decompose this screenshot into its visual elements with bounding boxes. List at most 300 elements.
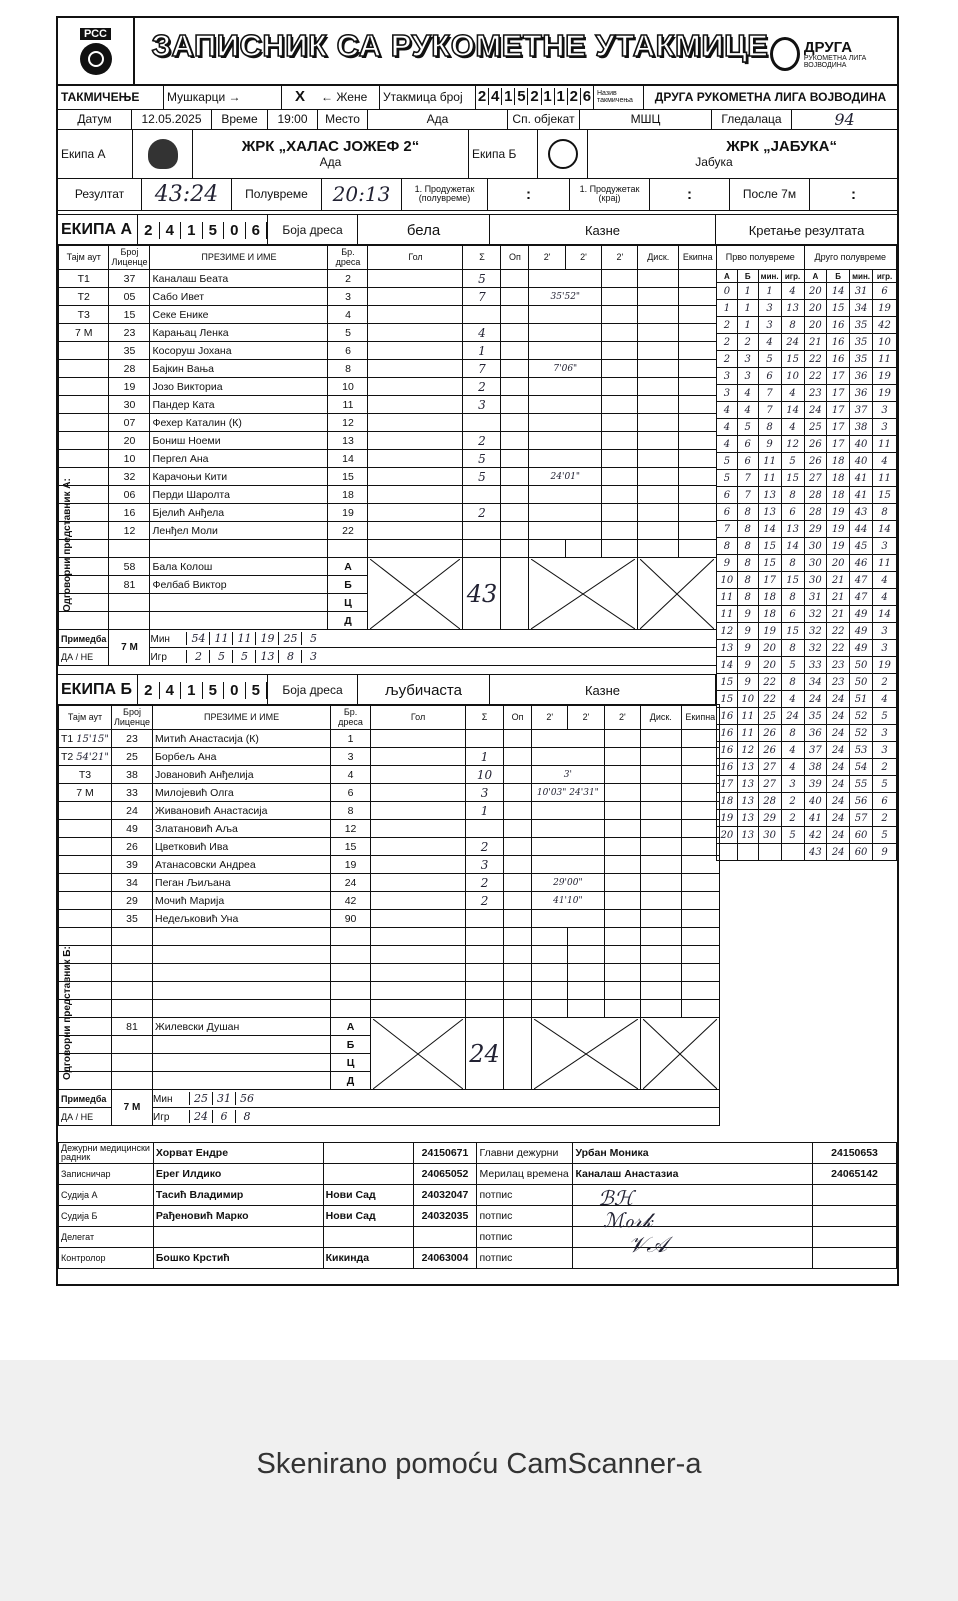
score-cell: 41 xyxy=(850,470,873,487)
score-cell: 6 xyxy=(737,436,758,453)
score-cell: 38 xyxy=(804,759,827,776)
score-row xyxy=(717,300,897,317)
empty-cell xyxy=(568,1000,604,1018)
goal-sum-cell xyxy=(466,910,504,928)
col-header-sum: Σ xyxy=(466,705,504,730)
goal-sum-cell: 7 xyxy=(463,288,501,306)
suspension-cell xyxy=(529,306,602,324)
jersey-number-cell: 14 xyxy=(328,450,368,468)
player-name-cell: Фехер Каталин (К) xyxy=(150,414,328,432)
col-header-op: Оп xyxy=(504,705,532,730)
official-letter-cell: А xyxy=(331,1018,371,1036)
score-cell: 38 xyxy=(850,419,873,436)
after7m-value: : xyxy=(851,185,856,203)
official-license: 24032047 xyxy=(413,1185,477,1206)
score-row xyxy=(717,334,897,351)
seven-meter-igr: 24 xyxy=(189,1110,212,1123)
player-name-cell: Јозо Викториа xyxy=(150,378,328,396)
warning-cell xyxy=(501,504,529,522)
goal-tally-cell xyxy=(368,486,463,504)
team-penalty-cell xyxy=(681,820,720,838)
seven-meter-min-cells: Мин 25 31 56 xyxy=(153,1090,720,1108)
venue-value: МШЦ xyxy=(580,109,712,129)
score-cell: 19 xyxy=(827,538,850,555)
score-cell: 47 xyxy=(850,589,873,606)
empty-cell xyxy=(641,928,682,946)
seven-meter-igr: 6 xyxy=(212,1110,235,1123)
suspension-cell: 10'03" 24'31" xyxy=(532,784,605,802)
license-cell: 06 xyxy=(109,486,150,504)
crossed-disq-box xyxy=(638,558,717,630)
player-name-cell: Бајкин Вања xyxy=(150,360,328,378)
score-cell: 5 xyxy=(781,657,804,674)
jersey-number-cell: 4 xyxy=(328,306,368,324)
score-cell: 8 xyxy=(717,538,738,555)
referee-a-signature: ℬℋ xyxy=(598,1186,634,1210)
jersey-number-cell: 15 xyxy=(328,468,368,486)
empty-cell xyxy=(604,982,640,1000)
team-a-jersey-value: бела xyxy=(358,215,490,245)
goal-tally-cell xyxy=(371,784,466,802)
suspension-cell xyxy=(602,396,638,414)
score-cell: 44 xyxy=(850,521,873,538)
referee-b-signature: ℳℴ𝓇𝓀 xyxy=(603,1208,653,1232)
suspension-cell xyxy=(602,270,638,288)
license-cell: 32 xyxy=(109,468,150,486)
jersey-number-cell: 42 xyxy=(331,892,371,910)
license-cell: 29 xyxy=(112,892,153,910)
score-cell: 23 xyxy=(827,657,850,674)
responsible-a-label: Одговорни представник А: xyxy=(62,478,73,612)
score-cell: 3 xyxy=(873,725,897,742)
license-cell: 35 xyxy=(112,910,153,928)
col-header-p2: 2' xyxy=(565,245,601,270)
score-cell: 13 xyxy=(781,521,804,538)
score-cell: 17 xyxy=(827,402,850,419)
official-person: Рађеновић Марко xyxy=(153,1206,323,1227)
score-cell: 13 xyxy=(737,759,758,776)
table-row xyxy=(59,1000,720,1018)
officials-table xyxy=(58,1142,897,1269)
team-a-code: 2 4 1 5 0 6 xyxy=(138,215,268,245)
score-cell: 11 xyxy=(873,436,897,453)
goal-tally-cell xyxy=(368,504,463,522)
official-block-row xyxy=(59,1143,897,1164)
empty-cell xyxy=(532,964,568,982)
score-cell: 12 xyxy=(717,623,738,640)
score-cell: 18 xyxy=(717,793,738,810)
score-cell: 30 xyxy=(804,572,827,589)
disq-cell xyxy=(638,486,679,504)
suspension-cell xyxy=(529,450,602,468)
empty-cell xyxy=(371,1000,466,1018)
official-role: Судија А xyxy=(59,1185,154,1206)
crossed-goal-box xyxy=(368,558,463,630)
goal-sum-cell xyxy=(466,730,504,748)
score-cell: 8 xyxy=(781,640,804,657)
league-logo-big: ДРУГА xyxy=(803,38,853,56)
score-cell: 7 xyxy=(717,521,738,538)
score-cell: 4 xyxy=(781,759,804,776)
scanner-footer xyxy=(0,1360,958,1601)
score-cell: 7 xyxy=(737,470,758,487)
official-city xyxy=(323,1143,413,1164)
score-cell: 9 xyxy=(717,555,738,572)
license-cell: 10 xyxy=(109,450,150,468)
goal-sum-cell xyxy=(463,306,501,324)
suspension-cell xyxy=(529,270,602,288)
score-cell: 15 xyxy=(827,300,850,317)
suspension-cell xyxy=(602,414,638,432)
disq-cell xyxy=(638,468,679,486)
score-cell: 8 xyxy=(758,419,781,436)
team-a-block xyxy=(193,129,468,178)
score-cell: 10 xyxy=(737,691,758,708)
score-cell: 6 xyxy=(758,368,781,385)
official-person: Хорват Ендре xyxy=(153,1143,323,1164)
suspension-cell xyxy=(532,820,605,838)
score-cell: 14 xyxy=(873,521,897,538)
seven-meter-min: 31 xyxy=(212,1092,235,1105)
team-total-goals: 24 xyxy=(466,1018,504,1090)
disq-cell xyxy=(641,784,682,802)
player-name-cell: Пандер Ката xyxy=(150,396,328,414)
score-cell: 14 xyxy=(781,538,804,555)
score-cell: 11 xyxy=(873,555,897,572)
empty-cell xyxy=(504,982,532,1000)
warning-cell xyxy=(504,784,532,802)
score-cell: 34 xyxy=(850,300,873,317)
official-person-2 xyxy=(573,1248,813,1269)
team-penalty-cell xyxy=(681,856,720,874)
score-cell: 8 xyxy=(737,572,758,589)
suspension-cell xyxy=(604,748,640,766)
score-row xyxy=(717,725,897,742)
license-cell: 05 xyxy=(109,288,150,306)
teams-row xyxy=(58,129,897,179)
license-cell: 15 xyxy=(109,306,150,324)
jersey-number-cell: 3 xyxy=(331,748,371,766)
goal-tally-cell xyxy=(368,432,463,450)
goal-tally-cell xyxy=(368,468,463,486)
empty-cell xyxy=(112,964,153,982)
competition-name: ДРУГА РУКОМЕТНА ЛИГА ВОЈВОДИНА xyxy=(654,89,887,104)
official-block-row xyxy=(59,1206,897,1227)
official-role: Судија Б xyxy=(59,1206,154,1227)
score-cell: 9 xyxy=(737,606,758,623)
score-cell: 7 xyxy=(758,385,781,402)
empty-cell xyxy=(331,946,371,964)
crossed-penalty-box xyxy=(532,1018,641,1090)
col-header-team: Екипна xyxy=(681,705,720,730)
official-letter-cell: Б xyxy=(328,576,368,594)
goal-sum-cell: 3 xyxy=(466,856,504,874)
jersey-number-cell: 12 xyxy=(328,414,368,432)
table-row xyxy=(59,928,720,946)
disq-cell xyxy=(641,910,682,928)
score-cell: 17 xyxy=(758,572,781,589)
official-name-cell xyxy=(153,1036,331,1054)
col-header-sum: Σ xyxy=(463,245,501,270)
score-cell: 28 xyxy=(758,793,781,810)
competition-name-label: Назив такмичења xyxy=(594,84,644,109)
seven-meter-igr: 5 xyxy=(232,650,255,663)
score-cell: 37 xyxy=(804,742,827,759)
ball-icon xyxy=(80,43,112,75)
empty-cell xyxy=(504,1018,532,1090)
timeout-cell xyxy=(59,432,109,450)
seven-meter-igr: 8 xyxy=(278,650,301,663)
score-cell: 2 xyxy=(717,317,738,334)
score-row xyxy=(717,759,897,776)
warning-cell xyxy=(501,342,529,360)
scanner-footer-text: Skenirano pomoću CamScanner-a xyxy=(256,1448,702,1480)
score-col-header: мин. xyxy=(850,270,873,283)
score-cell: 22 xyxy=(827,623,850,640)
score-cell: 19 xyxy=(873,385,897,402)
suspension-cell xyxy=(604,784,640,802)
score-row xyxy=(717,453,897,470)
table-row xyxy=(59,946,720,964)
player-name-cell: Бониш Ноеми xyxy=(150,432,328,450)
goal-sum-cell: 2 xyxy=(466,874,504,892)
empty-cell xyxy=(371,964,466,982)
score-cell: 10 xyxy=(717,572,738,589)
team-penalty-cell xyxy=(678,324,717,342)
score-cell: 1 xyxy=(717,300,738,317)
score-cell: 16 xyxy=(717,759,738,776)
competition-mark: X xyxy=(294,88,305,105)
col-header-name: ПРЕЗИМЕ И ИМЕ xyxy=(153,705,331,730)
official-role-2: потпис xyxy=(477,1248,573,1269)
score-cell: 17 xyxy=(827,368,850,385)
goal-tally-cell xyxy=(368,288,463,306)
score-cell: 4 xyxy=(873,691,897,708)
license-cell: 49 xyxy=(112,820,153,838)
score-cell: 19 xyxy=(873,300,897,317)
empty-cell xyxy=(504,928,532,946)
score-cell: 3 xyxy=(873,640,897,657)
empty-cell xyxy=(328,540,368,558)
official-license-cell xyxy=(109,594,150,612)
suspension-cell xyxy=(529,504,602,522)
empty-cell xyxy=(638,540,679,558)
score-cell: 43 xyxy=(850,504,873,521)
jersey-number-cell: 2 xyxy=(328,270,368,288)
suspension-cell xyxy=(532,802,605,820)
team-a-name: ЖРК „ХАЛАС ЈОЖЕФ 2“ xyxy=(241,138,420,155)
warning-cell xyxy=(504,820,532,838)
team-penalty-cell xyxy=(678,468,717,486)
warning-cell xyxy=(504,766,532,784)
venue-label: Сп. објекат xyxy=(508,109,580,129)
official-letter-cell: Д xyxy=(328,612,368,630)
score-cell: 17 xyxy=(827,385,850,402)
score-cell: 3 xyxy=(873,402,897,419)
score-cell: 4 xyxy=(873,453,897,470)
score-progress-header: Кретање резултата xyxy=(748,222,865,238)
score-cell: 19 xyxy=(827,504,850,521)
score-cell: 11 xyxy=(717,606,738,623)
score-cell: 6 xyxy=(781,606,804,623)
team-a-label: Екипа А xyxy=(58,129,133,178)
goal-tally-cell xyxy=(371,748,466,766)
men-label: Мушкарци → xyxy=(164,84,282,109)
score-cell: 32 xyxy=(804,623,827,640)
suspension-cell xyxy=(532,856,605,874)
official-person xyxy=(153,1227,323,1248)
score-row xyxy=(717,385,897,402)
score-cell: 2 xyxy=(873,810,897,827)
timeout-cell: Т1 15'15" xyxy=(59,730,112,748)
goal-sum-cell: 2 xyxy=(466,892,504,910)
score-cell: 5 xyxy=(737,419,758,436)
table-row xyxy=(59,748,720,766)
score-cell: 3 xyxy=(758,317,781,334)
goal-sum-cell xyxy=(466,820,504,838)
score-cell: 15 xyxy=(717,691,738,708)
official-letter-cell: Д xyxy=(331,1072,371,1090)
player-name-cell: Златановић Аља xyxy=(153,820,331,838)
crossed-disq-box xyxy=(641,1018,720,1090)
official-person: Ерег Илдико xyxy=(153,1164,323,1185)
yes-no-label: ДА / НЕ xyxy=(59,1108,112,1126)
ot1-label: 1. Продужетак (полувреме) xyxy=(402,178,488,210)
warning-cell xyxy=(501,522,529,540)
jersey-number-cell: 4 xyxy=(331,766,371,784)
timeout-cell xyxy=(59,342,109,360)
team-b-name: ЖРК „ЈАБУКА“ xyxy=(726,138,837,155)
score-cell: 4 xyxy=(781,742,804,759)
suspension-cell xyxy=(532,838,605,856)
score-cell: 15 xyxy=(781,623,804,640)
suspension-cell: 3' xyxy=(532,766,605,784)
table-row xyxy=(59,378,717,396)
warning-cell xyxy=(504,856,532,874)
table-row xyxy=(59,468,717,486)
col-header-timeout: Тајм аут xyxy=(59,705,112,730)
license-cell: 26 xyxy=(112,838,153,856)
team-penalty-cell xyxy=(678,378,717,396)
license-cell: 33 xyxy=(112,784,153,802)
suspension-cell: 41'10" xyxy=(532,892,605,910)
score-cell: 34 xyxy=(804,674,827,691)
license-cell: 35 xyxy=(109,342,150,360)
score-cell: 41 xyxy=(850,487,873,504)
disq-cell xyxy=(638,270,679,288)
empty-cell xyxy=(153,928,331,946)
league-logo xyxy=(770,32,895,76)
score-cell: 4 xyxy=(781,691,804,708)
team-penalty-cell xyxy=(681,730,720,748)
score-row xyxy=(717,640,897,657)
player-name-cell: Пеган Љиљана xyxy=(153,874,331,892)
table-row xyxy=(59,540,717,558)
col-header-op: Оп xyxy=(501,245,529,270)
ot2-value: : xyxy=(650,178,730,210)
team-penalty-cell xyxy=(678,522,717,540)
jersey-number-cell: 10 xyxy=(328,378,368,396)
player-name-cell: Перди Шаролта xyxy=(150,486,328,504)
score-cell: 24 xyxy=(827,759,850,776)
match-record-sheet xyxy=(56,16,899,1286)
table-row xyxy=(59,874,720,892)
score-cell: 13 xyxy=(737,793,758,810)
suspension-cell xyxy=(529,486,602,504)
remark-label: Примедба xyxy=(59,630,109,648)
official-block-row xyxy=(59,1227,897,1248)
suspension-cell xyxy=(602,432,638,450)
license-cell: 30 xyxy=(109,396,150,414)
score-cell: 8 xyxy=(781,555,804,572)
table-row xyxy=(59,522,717,540)
official-person-2: Урбан Моника xyxy=(573,1143,813,1164)
score-cell: 15 xyxy=(758,538,781,555)
official-license-cell xyxy=(109,612,150,630)
score-cell: 24 xyxy=(827,708,850,725)
score-cell: 6 xyxy=(717,487,738,504)
team-penalty-cell xyxy=(681,748,720,766)
spectators-value: 94 xyxy=(834,109,855,129)
team-penalty-cell xyxy=(681,766,720,784)
seven-meter-row xyxy=(59,648,717,666)
empty-cell xyxy=(504,946,532,964)
score-cell: 15 xyxy=(781,572,804,589)
jersey-number-cell: 15 xyxy=(331,838,371,856)
score-cell: 15 xyxy=(758,555,781,572)
score-cell: 22 xyxy=(758,674,781,691)
responsible-b-label: Одговорни представник Б: xyxy=(62,946,73,1080)
score-cell: 11 xyxy=(737,708,758,725)
score-cell: 7 xyxy=(758,402,781,419)
score-cell: 20 xyxy=(717,827,738,844)
table-row xyxy=(59,856,720,874)
timeout-cell xyxy=(59,802,112,820)
score-cell: 5 xyxy=(873,827,897,844)
crossed-penalty-box xyxy=(529,558,638,630)
suspension-cell xyxy=(604,874,640,892)
col-header-p2: 2' xyxy=(568,705,604,730)
score-cell: 5 xyxy=(873,708,897,725)
score-cell: 13 xyxy=(758,504,781,521)
disq-cell xyxy=(638,396,679,414)
player-name-cell: Пергел Ана xyxy=(150,450,328,468)
seven-meter-min: 5 xyxy=(301,632,324,645)
warning-cell xyxy=(501,378,529,396)
goal-tally-cell xyxy=(371,730,466,748)
disq-cell xyxy=(641,820,682,838)
suspension-cell xyxy=(532,730,605,748)
score-cell: 2 xyxy=(717,351,738,368)
score-cell: 8 xyxy=(737,521,758,538)
ot2-label: 1. Продужетак (крај) xyxy=(570,178,650,210)
table-row xyxy=(59,766,720,784)
official-letter-cell: Ц xyxy=(331,1054,371,1072)
disq-cell xyxy=(638,504,679,522)
official-role: Дежурни медицински радник xyxy=(59,1143,154,1164)
table-row xyxy=(59,306,717,324)
timeout-cell xyxy=(59,874,112,892)
score-cell: 13 xyxy=(737,810,758,827)
official-license-2: 24150653 xyxy=(813,1143,897,1164)
goal-sum-cell: 3 xyxy=(466,784,504,802)
goal-tally-cell xyxy=(371,820,466,838)
jersey-number-cell: 24 xyxy=(331,874,371,892)
timeout-cell: 7 М xyxy=(59,324,109,342)
warning-cell xyxy=(504,892,532,910)
empty-cell xyxy=(331,928,371,946)
official-city: Нови Сад xyxy=(323,1206,413,1227)
